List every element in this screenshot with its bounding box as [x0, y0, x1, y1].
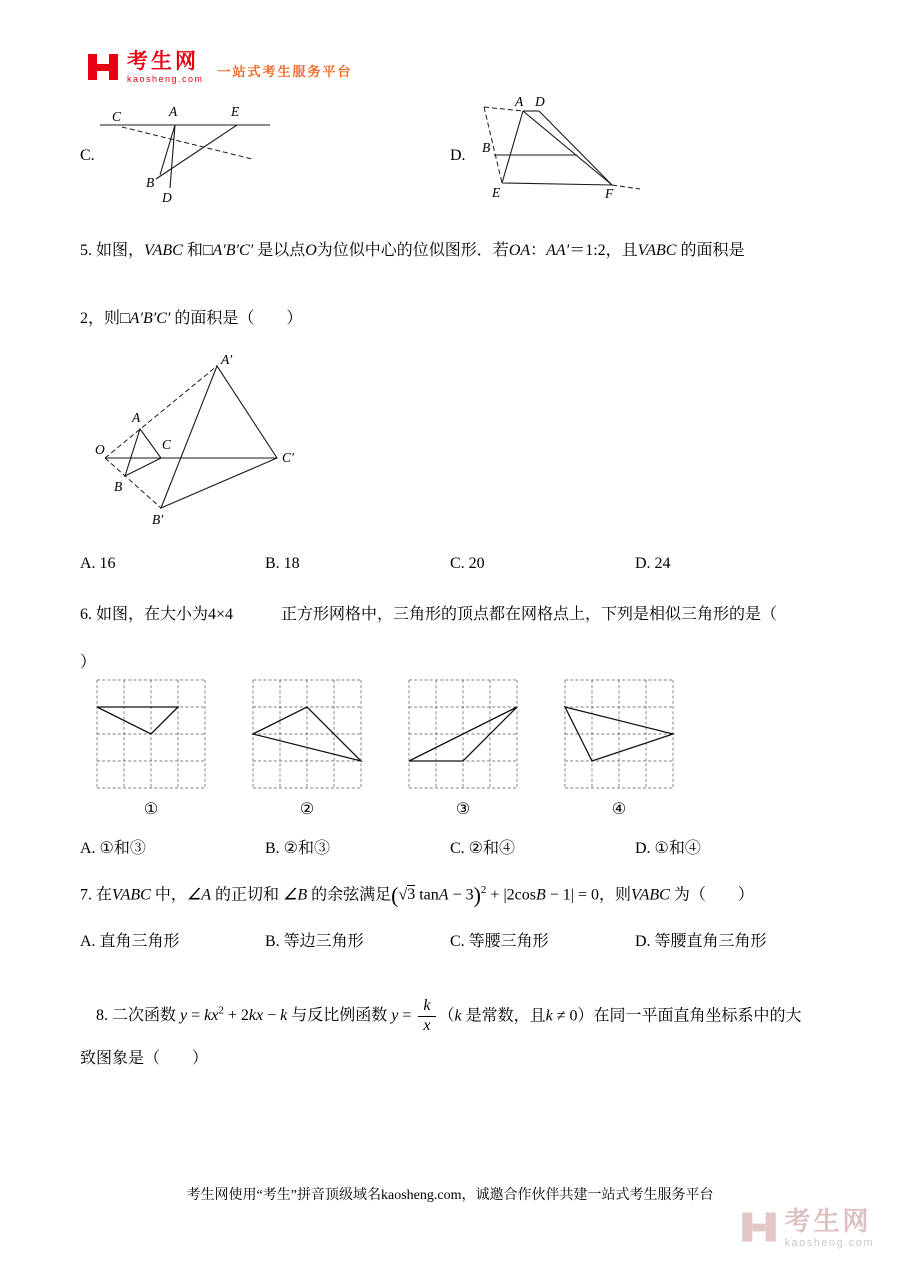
q7-option-d: D. 等腰直角三角形: [635, 933, 767, 950]
point-label-a-prime: A′: [221, 352, 233, 367]
kaosheng-logo-icon: [86, 50, 120, 84]
q6-option-c: C. ②和④: [450, 840, 516, 857]
q7-option-b: B. 等边三角形: [265, 933, 364, 950]
figure-d-label: D.: [450, 147, 466, 164]
q5-figure: [95, 350, 305, 540]
q5-text-line2: 2，则□A′B′C′ 的面积是（ ）: [80, 310, 303, 327]
q6-grid-4: [563, 678, 675, 795]
q7-text: 7. 在VABC 中，∠A 的正切和 ∠B 的余弦满足(√3 tanA − 3)$^2$ + |2cosB − 1| = 0，则VABC 为（ ）: [80, 882, 754, 908]
q6-option-d: D. ①和④: [635, 840, 701, 857]
q6-grid-label-3: ③: [455, 801, 471, 818]
point-label-b-prime: B′: [152, 512, 164, 527]
point-label-b: B: [482, 140, 491, 155]
point-label-c-prime: C′: [282, 450, 294, 465]
point-label-a: A: [132, 410, 141, 425]
point-label-a: A: [515, 95, 524, 109]
q6-grid-label-1: ①: [143, 801, 159, 818]
q6-grid-2: [251, 678, 363, 795]
fraction-denominator: x: [423, 1017, 431, 1035]
q5-option-c: C. 20: [450, 555, 485, 572]
q8-segments-b: （k 是常数，且k ≠ 0）在同一平面直角坐标系中的大: [438, 1007, 802, 1025]
footer-text: 考生网使用“考生”拼音顶级域名kaosheng.com，诚邀合作伙伴共建一站式考生服务平台: [186, 1188, 714, 1203]
point-label-d: D: [535, 95, 545, 109]
point-label-a: A: [169, 104, 178, 119]
figure-c-label: C.: [80, 147, 95, 164]
point-label-b: B: [114, 479, 123, 494]
q6-text-line2: ）: [80, 654, 97, 671]
logo-domain: kaosheng.com: [127, 73, 204, 84]
watermark-name: 考生网: [784, 1206, 872, 1236]
q8-text-line2: 致图象是（ ）: [80, 1050, 209, 1067]
q5-option-a: A. 16: [80, 555, 116, 572]
q8-segments-a: 8. 二次函数 $y = kx^2 + 2kx - k$ 与反比例函数 y =: [96, 1005, 416, 1025]
point-label-d: D: [162, 190, 172, 205]
q6-grid-label-2: ②: [299, 801, 315, 818]
point-label-b: B: [146, 175, 155, 190]
q6-grid-label-4: ④: [611, 801, 627, 818]
q7-option-c: C. 等腰三角形: [450, 933, 549, 950]
fraction-k-over-x: [418, 998, 435, 1035]
q7-option-a: A. 直角三角形: [80, 933, 180, 950]
point-label-f: F: [605, 186, 614, 200]
fraction-numerator: k: [418, 998, 435, 1017]
point-label-c: C: [112, 109, 122, 124]
watermark-domain: kaosheng.com: [784, 1237, 874, 1249]
q6-grid-1: [95, 678, 207, 795]
q5-option-b: B. 18: [265, 555, 300, 572]
site-logo: [86, 50, 353, 84]
watermark-icon: [740, 1208, 778, 1246]
figure-d: [478, 95, 653, 205]
point-label-c: C: [162, 437, 172, 452]
point-label-e: E: [231, 104, 240, 119]
logo-name: 考生网: [127, 49, 199, 73]
q5-option-d: D. 24: [635, 555, 671, 572]
kaosheng-watermark: [740, 1208, 874, 1249]
figure-c: [98, 103, 278, 210]
logo-tagline: 一站式考生服务平台: [217, 63, 353, 79]
q6-text-line1: 6. 如图，在大小为4×4 正方形网格中，三角形的顶点都在网格点上，下列是相似三角形的是（: [80, 606, 778, 623]
q6-grid-3: [407, 678, 519, 795]
q6-option-a: A. ①和③: [80, 840, 146, 857]
q5-text-line1: 5. 如图，VABC 和□A′B′C′ 是以点O为位似中心的位似图形．若OA：AA′＝1:2，且VABC 的面积是: [80, 242, 745, 259]
q6-option-b: B. ②和③: [265, 840, 331, 857]
point-label-e: E: [492, 185, 501, 200]
point-label-o: O: [95, 442, 105, 457]
